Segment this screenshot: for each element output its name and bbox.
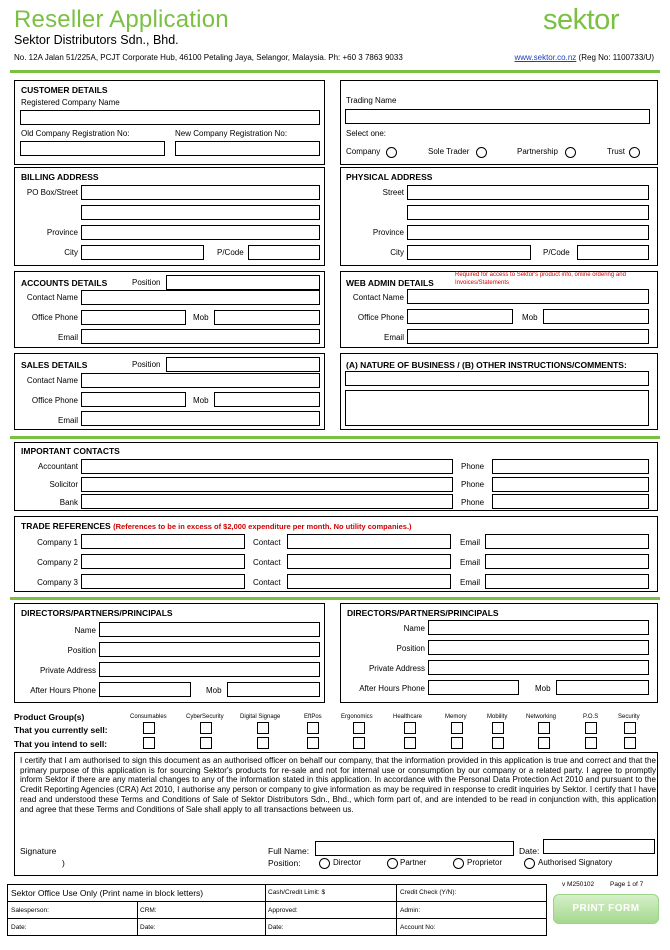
nature-field-1[interactable] <box>345 371 649 386</box>
important-accountant-phone[interactable] <box>492 459 649 474</box>
directors-right-name-field[interactable] <box>428 620 649 635</box>
pg-consumables-intend[interactable] <box>143 737 155 749</box>
new-reg-field[interactable] <box>175 141 320 156</box>
divider <box>10 436 660 439</box>
important-accountant-field[interactable] <box>81 459 453 474</box>
company-address: No. 12A Jalan 51/225A, PCJT Corporate Hub, 46100 Petaling Jaya, Selangor, Malaysia. Ph: +60 3 7863 9033 <box>14 53 403 62</box>
pg-ergonomics-current[interactable] <box>353 722 365 734</box>
accounts-contact-label: Contact Name <box>26 293 78 302</box>
physical-street-field-2[interactable] <box>407 205 649 220</box>
trade-email1-label: Email <box>460 538 481 547</box>
option-company-label: Company <box>346 147 381 156</box>
pg-healthcare-label: Healthcare <box>393 714 423 720</box>
sektor-logo: sektor <box>543 4 619 36</box>
trade-heading-line <box>21 521 412 531</box>
directors-left-position-field[interactable] <box>99 642 320 657</box>
pg-networking-label: Networking <box>526 714 557 720</box>
billing-city-field[interactable] <box>81 245 204 260</box>
version-label: v M250102 <box>562 881 595 888</box>
accounts-position-field[interactable] <box>166 275 320 290</box>
pg-ergonomics-intend[interactable] <box>353 737 365 749</box>
important-solicitor-field[interactable] <box>81 477 453 492</box>
billing-po-label: PO Box/Street <box>26 188 78 197</box>
important-accountant-label: Accountant <box>37 462 78 471</box>
webadmin-note: Required for access to Sektor's product info, online ordering and Invoices/Statements <box>455 272 626 286</box>
trade-contact3-label: Contact <box>253 578 281 587</box>
trade-email3-label: Email <box>460 578 481 587</box>
trade-contact1-label: Contact <box>253 538 281 547</box>
select-one-label: Select one: <box>346 129 387 138</box>
accounts-heading: ACCOUNTS DETAILS <box>21 278 108 288</box>
pg-memory-intend[interactable] <box>451 737 463 749</box>
pg-ergonomics-label: Ergonomics <box>341 714 373 720</box>
accounts-office-label: Office Phone <box>31 313 78 322</box>
directors-right-phone-label: After Hours Phone <box>359 684 425 693</box>
pg-pos-intend[interactable] <box>585 737 597 749</box>
position-partner-radio[interactable] <box>387 858 398 869</box>
billing-province-field[interactable] <box>81 225 320 240</box>
office-account-no-label: Account No: <box>400 924 436 931</box>
option-partnership-radio[interactable] <box>565 147 576 158</box>
billing-po-field[interactable] <box>81 185 320 200</box>
pg-cybersecurity-intend[interactable] <box>200 737 212 749</box>
office-cash-label: Cash/Credit Limit: $ <box>268 889 326 896</box>
accounts-mob-field[interactable] <box>214 310 320 325</box>
sales-mob-field[interactable] <box>214 392 320 407</box>
sales-email-label: Email <box>57 416 78 425</box>
signature-label: Signature <box>20 846 57 856</box>
sales-email-field[interactable] <box>81 411 320 426</box>
accounts-mob-label: Mob <box>193 313 209 322</box>
billing-pcode-label: P/Code <box>217 248 244 257</box>
important-accountant-phone-label: Phone <box>461 462 485 471</box>
option-partnership-label: Partnership <box>517 147 558 156</box>
webadmin-office-label: Office Phone <box>357 313 404 322</box>
directors-left-address-label: Private Address <box>39 666 96 675</box>
position-authorised-radio[interactable] <box>524 858 535 869</box>
directors-left-phone-label: After Hours Phone <box>30 686 96 695</box>
trade-contact2-label: Contact <box>253 558 281 567</box>
directors-left-phone-field[interactable] <box>99 682 191 697</box>
pg-security-intend[interactable] <box>624 737 636 749</box>
print-form-button[interactable]: PRINT FORM <box>553 894 659 924</box>
important-solicitor-label: Solicitor <box>49 480 78 489</box>
office-approved-label: Approved: <box>268 907 298 914</box>
important-solicitor-phone[interactable] <box>492 477 649 492</box>
trade-company2-field[interactable] <box>81 554 245 569</box>
divider <box>10 597 660 600</box>
webadmin-office-field[interactable] <box>407 309 513 324</box>
pg-cybersecurity-label: CyberSecurity <box>186 714 224 720</box>
position-proprietor-label: Proprietor <box>467 858 503 867</box>
office-date3-label: Date: <box>268 924 284 931</box>
date-field[interactable] <box>543 839 655 854</box>
pg-networking-intend[interactable] <box>538 737 550 749</box>
webadmin-heading: WEB ADMIN DETAILS <box>346 278 434 288</box>
physical-province-field[interactable] <box>407 225 649 240</box>
pg-pos-label: P.O.S <box>583 714 599 720</box>
directors-left-name-field[interactable] <box>99 622 320 637</box>
office-admin-label: Admin: <box>400 907 421 914</box>
full-name-label: Full Name: <box>268 846 310 856</box>
page-title: Reseller Application <box>14 6 229 33</box>
physical-street-field[interactable] <box>407 185 649 200</box>
pg-pos-current[interactable] <box>585 722 597 734</box>
physical-pcode-label: P/Code <box>543 248 570 257</box>
important-bank-phone[interactable] <box>492 494 649 509</box>
accounts-office-field[interactable] <box>81 310 186 325</box>
important-heading: IMPORTANT CONTACTS <box>21 446 120 456</box>
physical-street-label: Street <box>382 188 404 197</box>
new-reg-label: New Company Registration No: <box>175 129 288 138</box>
office-col-line <box>265 884 266 936</box>
signature-paren: ) <box>62 858 65 868</box>
trade-note: (References to be in excess of $2,000 expenditure per month. No utility companies.) <box>113 522 412 531</box>
registered-name-field[interactable] <box>20 110 320 125</box>
office-heading: Sektor Office Use Only (Print name in block letters) <box>11 888 204 898</box>
pg-healthcare-current[interactable] <box>404 722 416 734</box>
trade-email1-field[interactable] <box>485 534 649 549</box>
trading-name-field[interactable] <box>345 109 650 124</box>
pg-cybersecurity-current[interactable] <box>200 722 212 734</box>
office-col-line <box>396 884 397 936</box>
products-heading: Product Group(s) <box>14 712 85 722</box>
trade-company2-label: Company 2 <box>37 558 78 567</box>
directors-right-name-label: Name <box>403 624 425 633</box>
office-crm-label: CRM: <box>140 907 157 914</box>
pg-mobility-label: Mobility <box>487 714 508 720</box>
pg-security-current[interactable] <box>624 722 636 734</box>
pg-security-label: Security <box>618 714 640 720</box>
webadmin-email-field[interactable] <box>407 329 649 344</box>
office-col-line <box>137 901 138 936</box>
directors-right-address-label: Private Address <box>368 664 425 673</box>
accounts-contact-field[interactable] <box>81 290 320 305</box>
sales-contact-field[interactable] <box>81 373 320 388</box>
important-bank-field[interactable] <box>81 494 453 509</box>
directors-right-address-field[interactable] <box>428 660 649 675</box>
option-sole-trader-radio[interactable] <box>476 147 487 158</box>
products-intend-label: That you intend to sell: <box>14 739 108 749</box>
accounts-email-label: Email <box>57 333 78 342</box>
webadmin-mob-field[interactable] <box>543 309 649 324</box>
important-bank-phone-label: Phone <box>461 498 485 507</box>
important-solicitor-phone-label: Phone <box>461 480 485 489</box>
pg-networking-current[interactable] <box>538 722 550 734</box>
trading-name-label: Trading Name <box>346 96 397 105</box>
billing-heading: BILLING ADDRESS <box>21 172 99 182</box>
products-currently-label: That you currently sell: <box>14 725 108 735</box>
position-partner-label: Partner <box>400 858 427 867</box>
registered-name-label: Registered Company Name <box>21 98 120 107</box>
pg-healthcare-intend[interactable] <box>404 737 416 749</box>
office-date2-label: Date: <box>140 924 156 931</box>
trade-company1-label: Company 1 <box>37 538 78 547</box>
accounts-email-field[interactable] <box>81 329 320 344</box>
important-bank-label: Bank <box>59 498 78 507</box>
directors-right-position-field[interactable] <box>428 640 649 655</box>
sales-contact-label: Contact Name <box>26 376 78 385</box>
billing-city-label: City <box>64 248 78 257</box>
office-row-line <box>7 901 547 902</box>
trade-email2-label: Email <box>460 558 481 567</box>
nature-field-2[interactable] <box>345 390 649 426</box>
directors-right-heading: DIRECTORS/PARTNERS/PRINCIPALS <box>347 608 499 618</box>
physical-province-label: Province <box>372 228 404 237</box>
office-date1-label: Date: <box>11 924 27 931</box>
position-authorised-label: Authorised Signatory <box>538 858 613 867</box>
office-row-line <box>7 918 547 919</box>
sales-mob-label: Mob <box>193 396 209 405</box>
physical-city-label: City <box>390 248 404 257</box>
trade-contact2-field[interactable] <box>287 554 451 569</box>
company-name: Sektor Distributors Sdn., Bhd. <box>14 33 179 47</box>
physical-city-field[interactable] <box>407 245 531 260</box>
pg-digital-signage-intend[interactable] <box>257 737 269 749</box>
physical-pcode-field[interactable] <box>577 245 649 260</box>
pg-consumables-label: Consumables <box>130 714 167 720</box>
directors-right-phone-field[interactable] <box>428 680 519 695</box>
customer-heading: CUSTOMER DETAILS <box>21 85 108 95</box>
billing-pcode-field[interactable] <box>248 245 320 260</box>
sales-position-field[interactable] <box>166 357 320 372</box>
position-director-label: Director <box>333 858 362 867</box>
webadmin-email-label: Email <box>383 333 404 342</box>
website-link[interactable]: www.sektor.co.nz <box>514 53 577 62</box>
option-sole-trader-label: Sole Trader <box>428 147 470 156</box>
sales-office-field[interactable] <box>81 392 186 407</box>
directors-left-heading: DIRECTORS/PARTNERS/PRINCIPALS <box>21 608 173 618</box>
trade-contact1-field[interactable] <box>287 534 451 549</box>
billing-po-field-2[interactable] <box>81 205 320 220</box>
trade-email2-field[interactable] <box>485 554 649 569</box>
webadmin-contact-field[interactable] <box>407 289 649 304</box>
directors-right-mob-field[interactable] <box>556 680 649 695</box>
certification-text: I certify that I am authorised to sign this document as an authorised officer on behalf our company, that the information provided in this application is true and correct and that the primary purpose of this application is for sourcing Sektor's products for re-sale and not for internal use or consumption by our company or a related party. I agree to promptly inform Sektor if there are any material changes to any of the information stated in this application. In accordance with the Personal Data Protection Act 2010 and pursuant to the Credit Reporting Agencies (CRA) Act 2010, I authorise any person or company to give information as may be required in response to credit inquiries by Sektor. I certify that I have read and understood these Terms and Conditions of Sale of Sektor Distributors Sdn., Bhd., which form part of, and are intended to be read in conjunction with, this application and agree that these Terms and Conditions of Sale shall apply to all transactions between us. <box>20 756 656 814</box>
option-trust-radio[interactable] <box>629 147 640 158</box>
pg-eftpos-label: EftPos <box>304 714 322 720</box>
office-credit-check-label: Credit Check (Y/N): <box>400 889 457 896</box>
pg-digital-signage-label: Digital Signage <box>240 714 281 720</box>
date-label: Date: <box>519 846 540 856</box>
office-salesperson-label: Salesperson: <box>11 907 49 914</box>
sales-office-label: Office Phone <box>31 396 78 405</box>
directors-left-mob-field[interactable] <box>227 682 320 697</box>
directors-left-address-field[interactable] <box>99 662 320 677</box>
directors-right-mob-label: Mob <box>535 684 551 693</box>
directors-left-position-label: Position <box>67 646 96 655</box>
page-label: Page 1 of 7 <box>610 881 644 888</box>
pg-memory-current[interactable] <box>451 722 463 734</box>
directors-left-name-label: Name <box>74 626 96 635</box>
webadmin-contact-label: Contact Name <box>352 293 404 302</box>
nature-heading: (A) NATURE OF BUSINESS / (B) OTHER INSTRUCTIONS/COMMENTS: <box>346 360 627 370</box>
sales-heading: SALES DETAILS <box>21 360 88 370</box>
option-company-radio[interactable] <box>386 147 397 158</box>
trade-heading: TRADE REFERENCES <box>21 521 111 531</box>
trade-contact3-field[interactable] <box>287 574 451 589</box>
position-label: Position: <box>268 858 301 868</box>
old-reg-field[interactable] <box>20 141 165 156</box>
pg-consumables-current[interactable] <box>143 722 155 734</box>
full-name-field[interactable] <box>315 841 514 856</box>
accounts-position-label: Position <box>132 278 161 287</box>
directors-right-position-label: Position <box>396 644 425 653</box>
directors-left-mob-label: Mob <box>206 686 222 695</box>
pg-mobility-current[interactable] <box>492 722 504 734</box>
webadmin-mob-label: Mob <box>522 313 538 322</box>
reg-line <box>515 53 655 62</box>
position-director-radio[interactable] <box>319 858 330 869</box>
trade-company3-label: Company 3 <box>37 578 78 587</box>
old-reg-label: Old Company Registration No: <box>21 129 130 138</box>
trade-company3-field[interactable] <box>81 574 245 589</box>
option-trust-label: Trust <box>607 147 625 156</box>
trade-company1-field[interactable] <box>81 534 245 549</box>
pg-memory-label: Memory <box>445 714 467 720</box>
pg-eftpos-current[interactable] <box>307 722 319 734</box>
billing-province-label: Province <box>46 228 78 237</box>
divider <box>10 70 660 73</box>
pg-mobility-intend[interactable] <box>492 737 504 749</box>
sales-position-label: Position <box>132 360 161 369</box>
pg-eftpos-intend[interactable] <box>307 737 319 749</box>
pg-digital-signage-current[interactable] <box>257 722 269 734</box>
physical-heading: PHYSICAL ADDRESS <box>346 172 433 182</box>
position-proprietor-radio[interactable] <box>453 858 464 869</box>
trade-email3-field[interactable] <box>485 574 649 589</box>
reg-number: (Reg No: 1100733/U) <box>578 53 654 62</box>
